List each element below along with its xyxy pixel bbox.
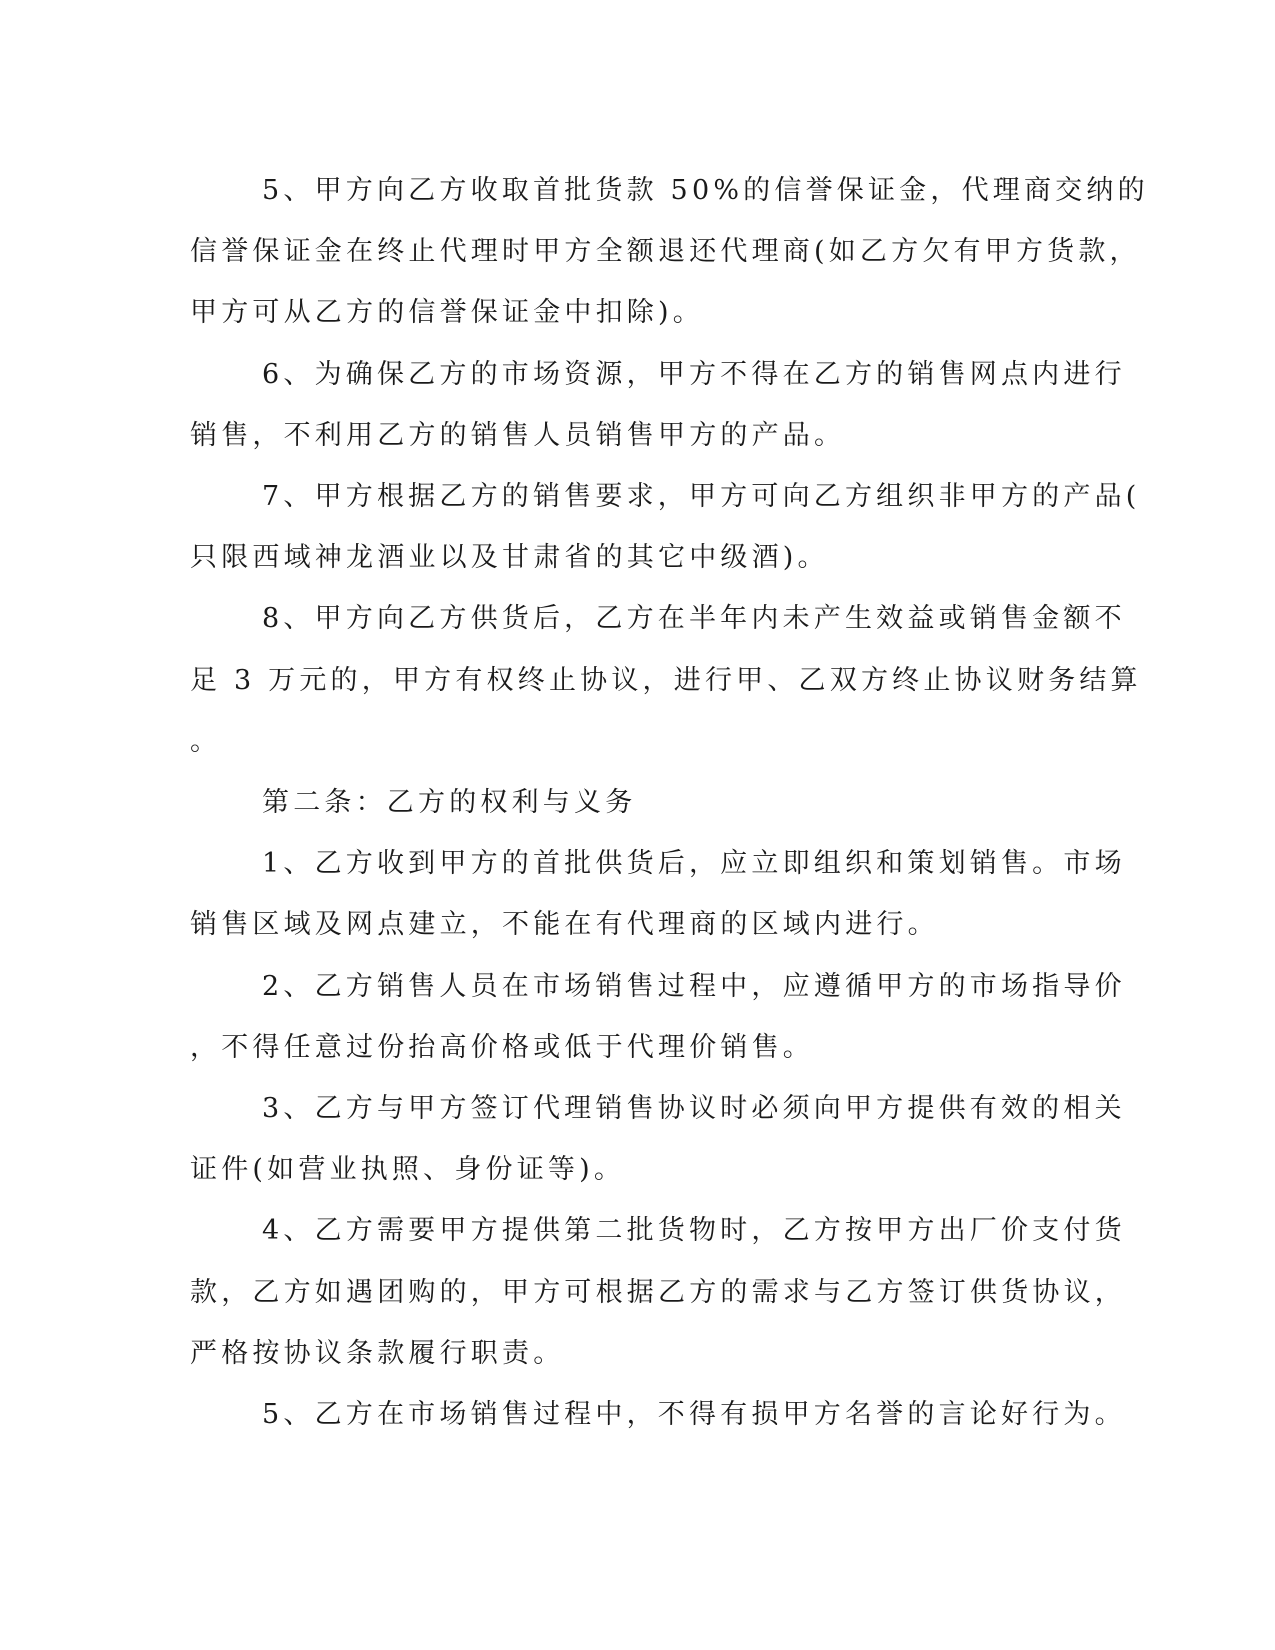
text-line: 。 xyxy=(190,725,222,757)
text-line: 证件(如营业执照、身份证等)。 xyxy=(190,1154,626,1186)
text-line: 信誉保证金在终止代理时甲方全额退还代理商(如乙方欠有甲方货款， xyxy=(190,236,1141,268)
article-2-clause-2-paragraph xyxy=(190,956,1126,1078)
article-2-heading xyxy=(190,772,1060,833)
clause-5-paragraph xyxy=(190,160,1149,344)
document-body xyxy=(190,160,1149,1445)
text-line: 7、甲方根据乙方的销售要求，甲方可向乙方组织非甲方的产品( xyxy=(262,481,1141,513)
text-line: 严格按协议条款履行职责。 xyxy=(190,1337,565,1369)
clause-6-paragraph xyxy=(190,344,1126,466)
text-line: 2、乙方销售人员在市场销售过程中，应遵循甲方的市场指导价 xyxy=(262,970,1126,1002)
text-line: ，不得任意过份抬高价格或低于代理价销售。 xyxy=(190,1031,814,1063)
article-2-clause-4-paragraph xyxy=(190,1200,1126,1384)
text-line: 款，乙方如遇团购的，甲方可根据乙方的需求与乙方签订供货协议， xyxy=(190,1276,1126,1308)
section-heading: 第二条：乙方的权利与义务 xyxy=(262,787,637,819)
text-line: 足 3 万元的，甲方有权终止协议，进行甲、乙双方终止协议财务结算 xyxy=(190,664,1142,696)
text-line: 3、乙方与甲方签订代理销售协议时必须向甲方提供有效的相关 xyxy=(262,1093,1126,1125)
text-line: 1、乙方收到甲方的首批供货后，应立即组织和策划销售。市场 xyxy=(262,848,1126,880)
text-line: 4、乙方需要甲方提供第二批货物时，乙方按甲方出厂价支付货 xyxy=(262,1215,1126,1247)
text-line: 销售，不利用乙方的销售人员销售甲方的产品。 xyxy=(190,419,846,451)
text-line: 6、为确保乙方的市场资源，甲方不得在乙方的销售网点内进行 xyxy=(262,358,1126,390)
text-line: 5、甲方向乙方收取首批货款 50%的信誉保证金，代理商交纳的 xyxy=(262,175,1149,206)
text-line: 5、乙方在市场销售过程中，不得有损甲方名誉的言论好行为。 xyxy=(262,1399,1126,1431)
clause-8-paragraph xyxy=(190,588,1142,772)
article-2-clause-5-paragraph xyxy=(190,1384,1126,1445)
clause-7-paragraph xyxy=(190,466,1141,588)
text-line: 只限西域神龙酒业以及甘肃省的其它中级酒)。 xyxy=(190,542,829,574)
text-line: 8、甲方向乙方供货后，乙方在半年内未产生效益或销售金额不 xyxy=(262,603,1126,635)
article-2-clause-1-paragraph xyxy=(190,833,1126,955)
article-2-clause-3-paragraph xyxy=(190,1078,1126,1200)
text-line: 甲方可从乙方的信誉保证金中扣除)。 xyxy=(190,297,704,329)
text-line: 销售区域及网点建立，不能在有代理商的区域内进行。 xyxy=(190,909,939,941)
